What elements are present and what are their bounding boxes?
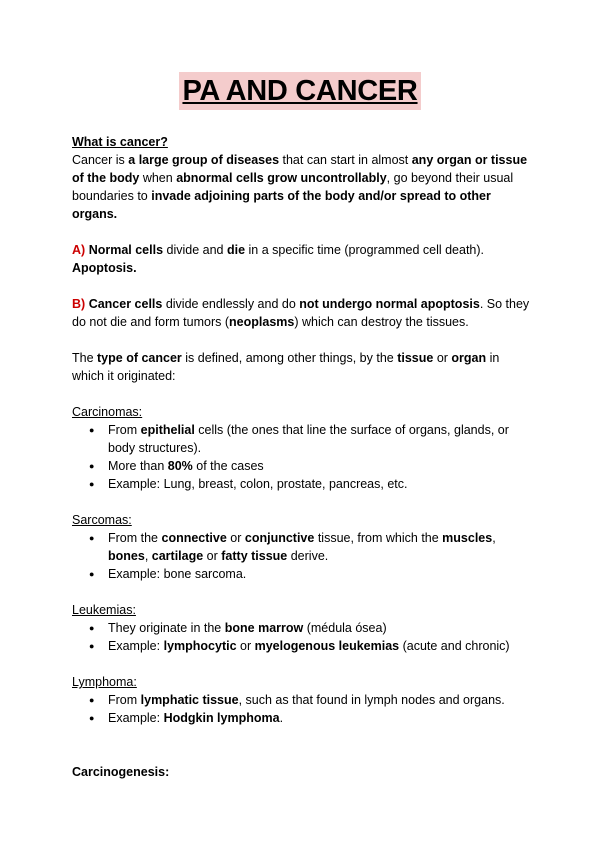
sarcomas-list <box>72 529 532 583</box>
lymphoma-heading: Lymphoma: <box>72 675 137 689</box>
normal-cells-paragraph: A) Normal cells divide and die in a specific time (programmed cell death). Apoptosis. <box>72 243 485 275</box>
section-heading-what-is-cancer: What is cancer? <box>72 135 168 149</box>
list-item: ● Example: Hodgkin lymphoma. <box>108 709 532 727</box>
carcinomas-heading: Carcinomas: <box>72 405 143 419</box>
carcinomas-list <box>72 421 532 493</box>
page-title-wrap <box>0 72 600 110</box>
sarcomas-heading: Sarcomas: <box>72 513 132 527</box>
list-item: ● From epithelial cells (the ones that line the surface of organs, glands, or body structures). <box>108 421 532 457</box>
leukemias-list <box>72 619 532 655</box>
list-item: ● They originate in the bone marrow (médula ósea) <box>108 619 532 637</box>
lymphoma-list <box>72 691 532 727</box>
cancer-cells-paragraph: B) Cancer cells divide endlessly and do not undergo normal apoptosis. So they do not die and form tumors (neoplasms) which can destroy the tissues. <box>72 297 530 329</box>
list-item: ● Example: lymphocytic or myelogenous leukemias (acute and chronic) <box>108 637 532 655</box>
list-item: ● More than 80% of the cases <box>108 457 532 475</box>
page-title: PA AND CANCER <box>179 72 420 110</box>
list-item: ● From lymphatic tissue, such as that found in lymph nodes and organs. <box>108 691 532 709</box>
type-of-cancer-paragraph: The type of cancer is defined, among other things, by the tissue or organ in which it originated: <box>72 351 500 383</box>
document-body <box>72 133 532 781</box>
list-item: ● Example: Lung, breast, colon, prostate, pancreas, etc. <box>108 475 532 493</box>
leukemias-heading: Leukemias: <box>72 603 136 617</box>
carcinogenesis-heading: Carcinogenesis: <box>72 765 170 779</box>
cancer-definition: Cancer is a large group of diseases that can start in almost any organ or tissue of the body when abnormal cells grow uncontrollably, go beyond their usual boundaries to invade adjoining parts of the body and/or spread to other organs. <box>72 153 528 221</box>
list-item: ● Example: bone sarcoma. <box>108 565 532 583</box>
list-item: ● From the connective or conjunctive tissue, from which the muscles, bones, cartilage or fatty tissue derive. <box>108 529 532 565</box>
